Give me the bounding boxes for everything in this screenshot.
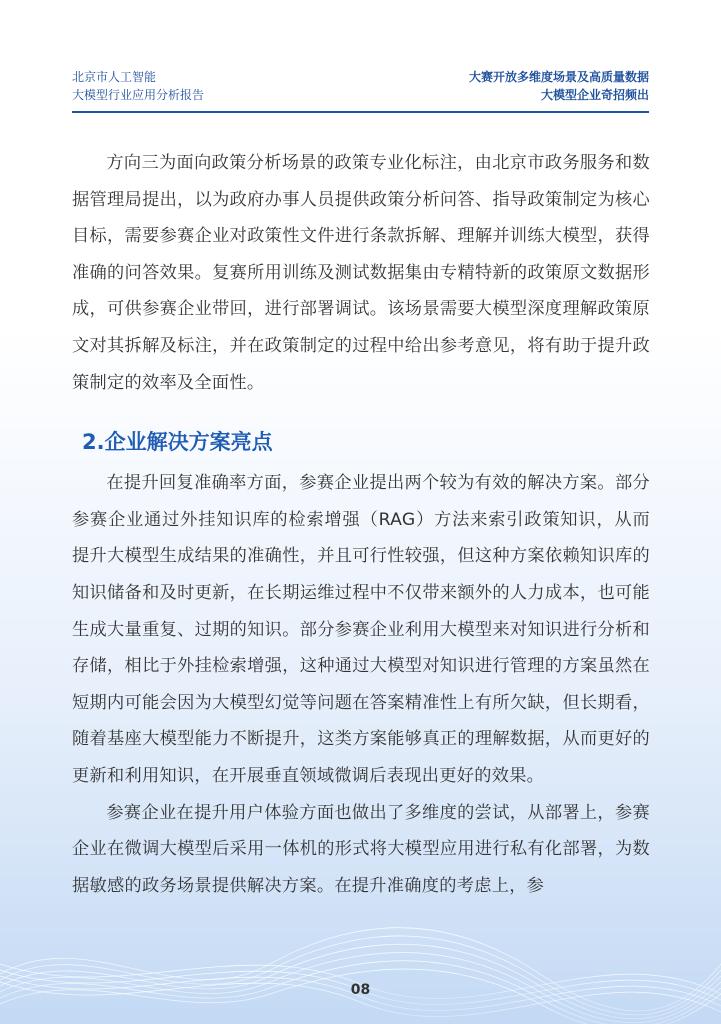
chapter-title [469, 68, 649, 104]
report-title-line2: 大模型行业应用分析报告 [72, 88, 205, 102]
paragraph-user-experience: 参赛企业在提升用户体验方面也做出了多维度的尝试，从部署上，参赛企业在微调大模型后采用一体机的形式将大模型应用进行私有化部署，为数据敏感的政务场景提供解决方案。在提升准确度的考虑上，参 [72, 802, 650, 896]
header-divider [72, 111, 649, 113]
paragraph-direction-three: 方向三为面向政策分析场景的政策专业化标注，由北京市政务服务和数据管理局提出，以为政府办事人员提供政策分析问答、指导政策制定为核心目标，需要参赛企业对政策性文件进行条款拆解、理解并训练大模型，获得准确的问答效果。复赛所用训练及测试数据集由专精特新的政策原文数据形成，可供参赛企业带回，进行部署调试。该场景需要大模型深度理解政策原文对其拆解及标注，并在政策制定的过程中给出参考意见，将有助于提升政策制定的效率及全面性。 [72, 153, 650, 393]
report-title [72, 68, 204, 104]
page-body [72, 145, 650, 904]
chapter-title-line1: 大赛开放多维度场景及高质量数据 [468, 70, 649, 84]
paragraph-accuracy-solutions: 在提升回复准确率方面，参赛企业提出两个较为有效的解决方案。部分参赛企业通过外挂知识库的检索增强（RAG）方法来索引政策知识，从而提升大模型生成结果的准确性，并且可行性较强，但这种方案依赖知识库的知识储备和及时更新，在长期运维过程中不仅带来额外的人力成本，也可能生成大量重复、过期的知识。部分参赛企业利用大模型来对知识进行分析和存储，相比于外挂检索增强，这种通过大模型对知识进行管理的方案虽然在短期内可能会因为大模型幻觉等问题在答案精准性上有所欠缺，但长期看，随着基座大模型能力不断提升，这类方案能够真正的理解数据，从而更好的更新和利用知识，在开展垂直领域微调后表现出更好的效果。 [72, 473, 650, 786]
section-heading: 2.企业解决方案亮点 [82, 430, 273, 455]
footer-wave-decoration [0, 904, 721, 1024]
report-title-line1: 北京市人工智能 [72, 70, 157, 84]
chapter-title-line2: 大模型企业奇招频出 [540, 88, 649, 102]
page-header [72, 68, 649, 112]
page-number: 08 [350, 982, 371, 998]
